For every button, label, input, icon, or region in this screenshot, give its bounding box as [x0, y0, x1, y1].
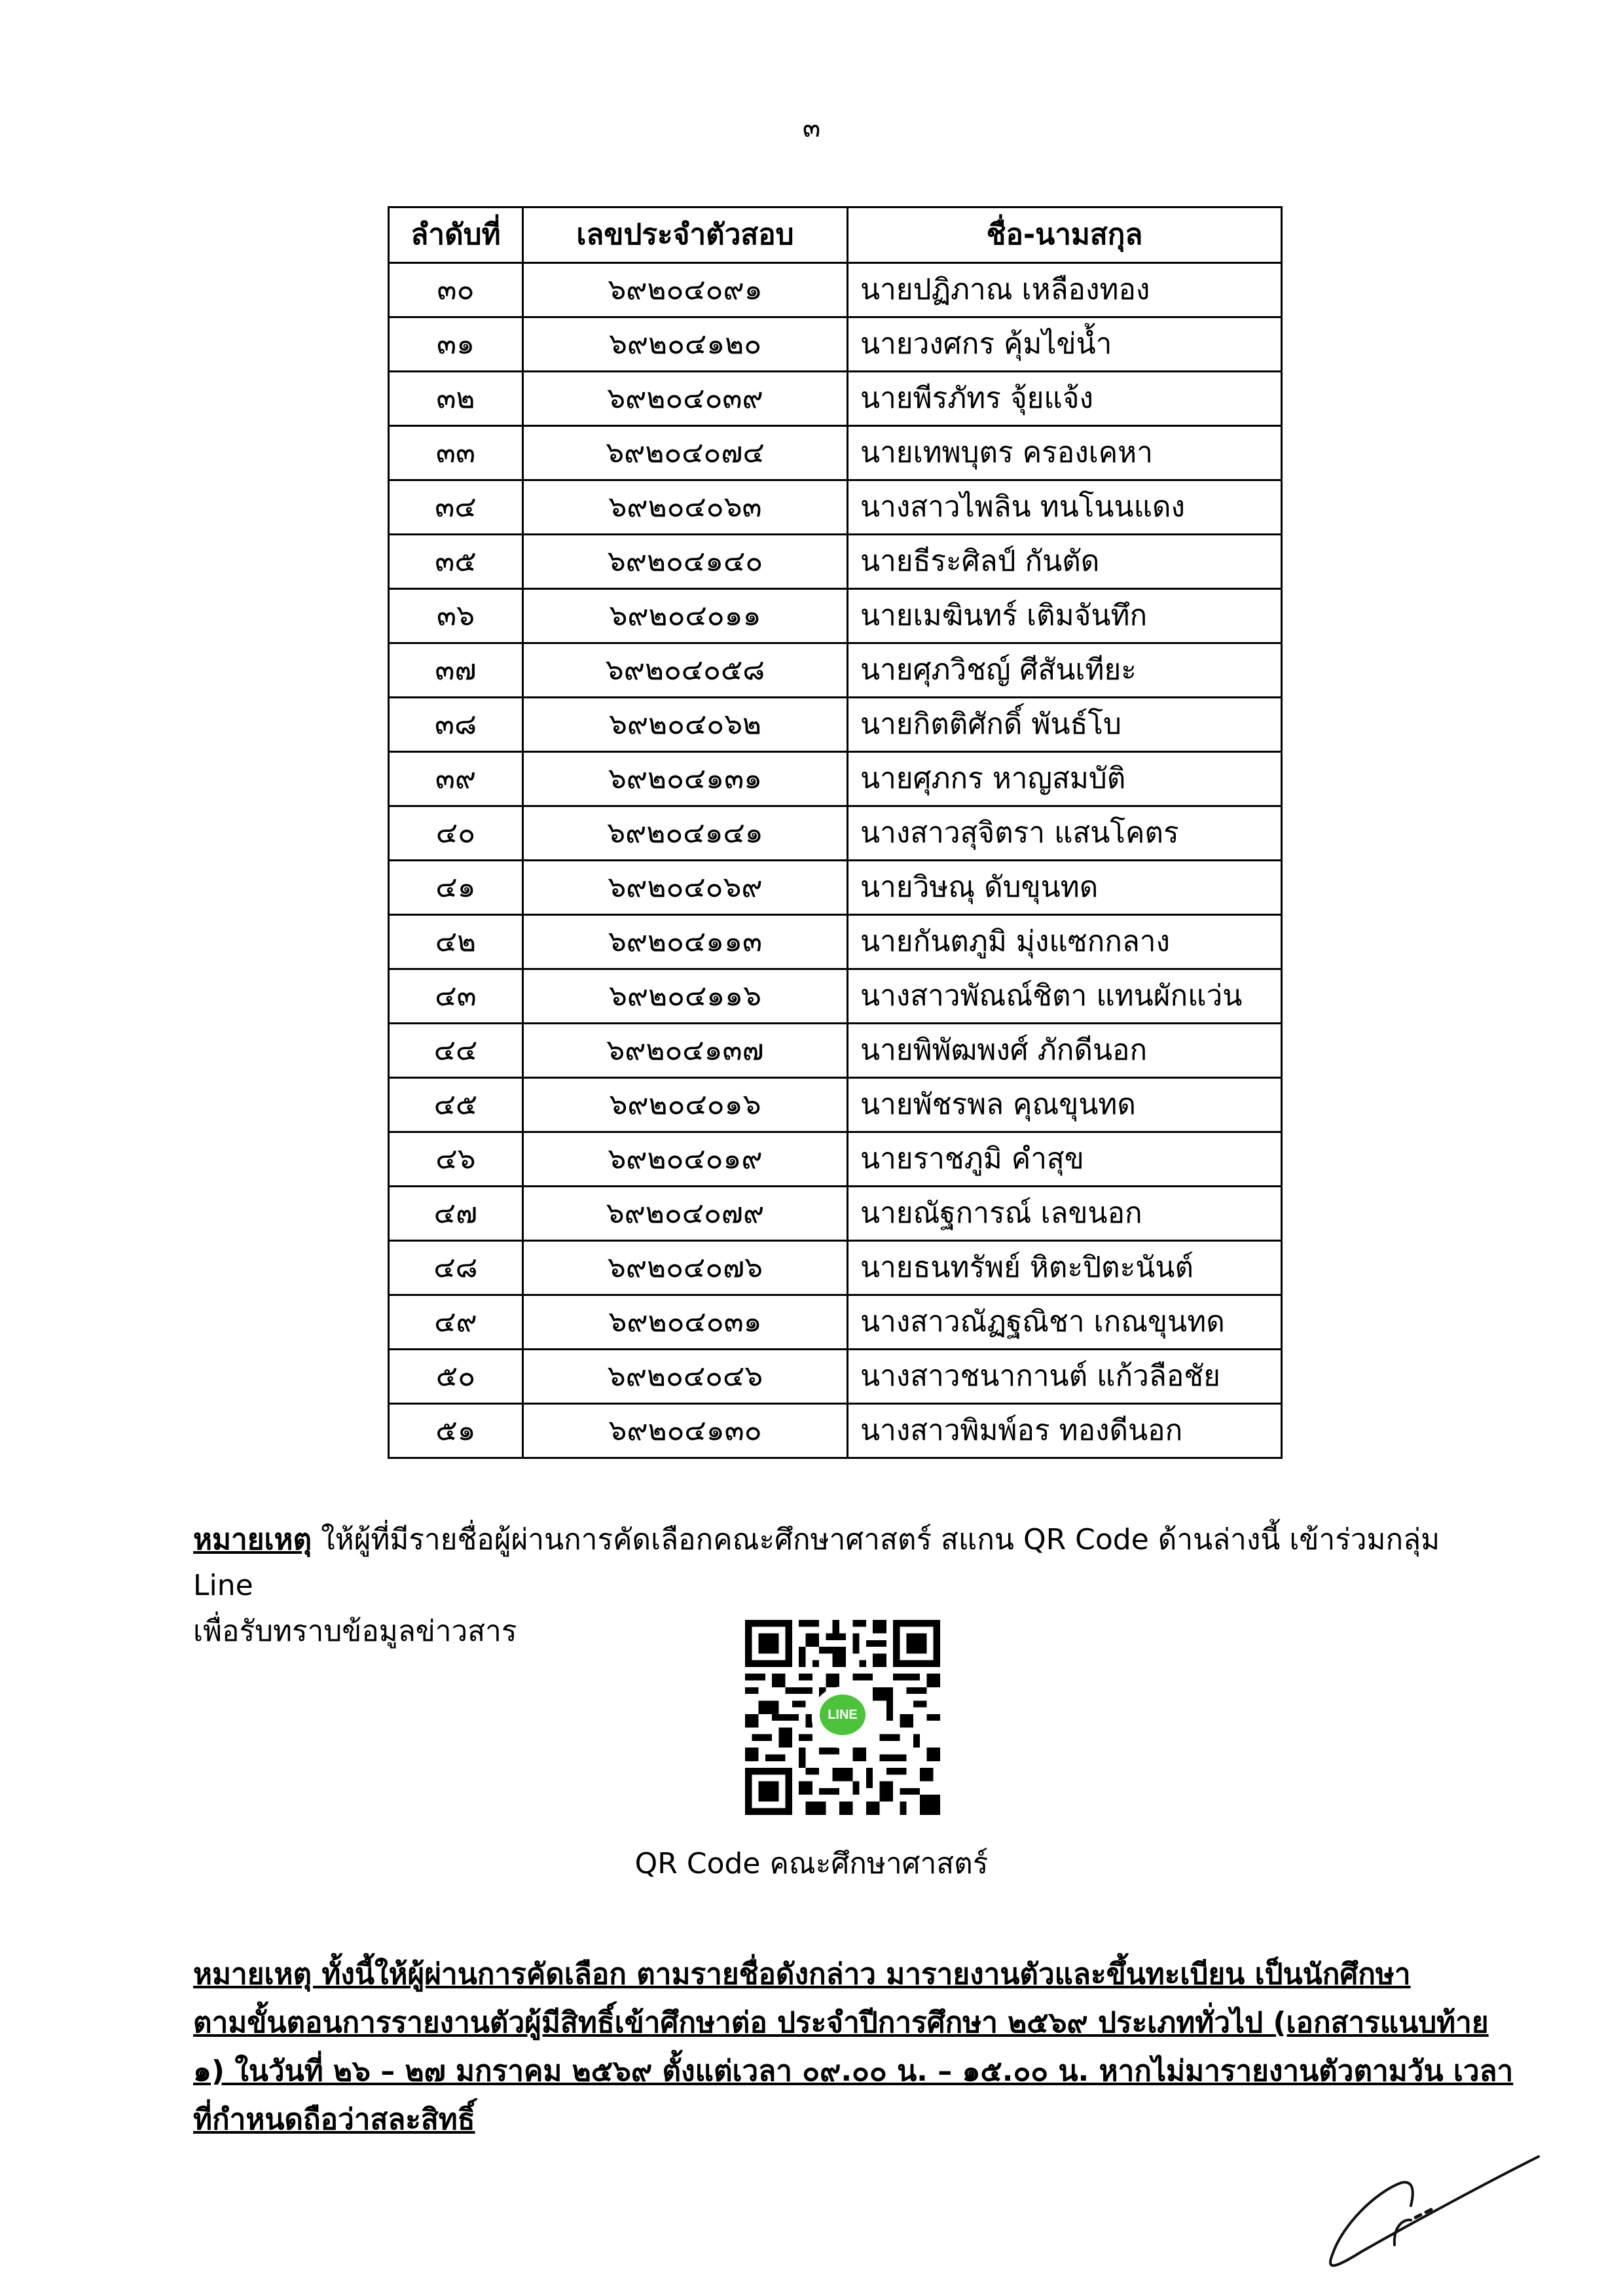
header-full-name: ชื่อ-นามสกุล	[848, 207, 1282, 263]
exam-id-cell: ๖๙๒๐๔๐๓๙	[523, 372, 848, 426]
line-logo-icon: LINE	[820, 1695, 866, 1735]
sequence-cell: ๔๗	[389, 1187, 523, 1241]
table-row	[389, 915, 1282, 969]
exam-id-cell: ๖๙๒๐๔๐๔๖	[523, 1350, 848, 1404]
registration-note-line-4: ที่กำหนดถือว่าสละสิทธิ์	[193, 2103, 475, 2136]
exam-id-cell: ๖๙๒๐๔๑๔๐	[523, 535, 848, 589]
full-name-cell: นางสาวชนากานต์ แก้วลือชัย	[848, 1350, 1282, 1404]
full-name-cell: นายวงศกร คุ้มไข่น้ำ	[848, 317, 1282, 372]
exam-id-cell: ๖๙๒๐๔๐๗๔	[523, 426, 848, 480]
exam-id-cell: ๖๙๒๐๔๐๙๑	[523, 263, 848, 317]
note-line-1	[193, 1517, 1476, 1609]
table-row	[389, 1078, 1282, 1132]
table-row	[389, 1350, 1282, 1404]
full-name-cell: นายธนทรัพย์ หิตะปิตะนันต์	[848, 1241, 1282, 1295]
exam-id-cell: ๖๙๒๐๔๐๖๓	[523, 480, 848, 535]
note-line-2: เพื่อรับทราบข้อมูลข่าวสาร	[193, 1615, 517, 1648]
full-name-cell: นายณัฐการณ์ เลขนอก	[848, 1187, 1282, 1241]
table-row	[389, 317, 1282, 372]
full-name-cell: นายธีระศิลป์ กันตัด	[848, 535, 1282, 589]
sequence-cell: ๔๕	[389, 1078, 523, 1132]
sequence-cell: ๔๖	[389, 1132, 523, 1187]
full-name-cell: นายเมฆินทร์ เติมจันทึก	[848, 589, 1282, 643]
table-row	[389, 1132, 1282, 1187]
table-row	[389, 752, 1282, 806]
full-name-cell: นายปฏิภาณ เหลืองทอง	[848, 263, 1282, 317]
note-text-1: ให้ผู้ที่มีรายชื่อผู้ผ่านการคัดเลือกคณะศึกษาศาสตร์ สแกน QR Code ด้านล่างนี้ เข้าร่วมกลุ่ม Line	[193, 1523, 1440, 1602]
sequence-cell: ๔๔	[389, 1024, 523, 1078]
sequence-cell: ๕๐	[389, 1350, 523, 1404]
exam-id-cell: ๖๙๒๐๔๑๓๐	[523, 1404, 848, 1458]
sequence-cell: ๓๖	[389, 589, 523, 643]
sequence-cell: ๔๐	[389, 806, 523, 861]
table-row	[389, 480, 1282, 535]
table-row	[389, 535, 1282, 589]
full-name-cell: นายพัชรพล คุณขุนทด	[848, 1078, 1282, 1132]
sequence-cell: ๔๙	[389, 1295, 523, 1350]
sequence-cell: ๓๗	[389, 643, 523, 698]
table-header-row	[389, 207, 1282, 263]
full-name-cell: นายราชภูมิ คำสุข	[848, 1132, 1282, 1187]
exam-id-cell: ๖๙๒๐๔๐๕๘	[523, 643, 848, 698]
full-name-cell: นายพีรภัทร จุ้ยแจ้ง	[848, 372, 1282, 426]
table-row	[389, 1187, 1282, 1241]
full-name-cell: นายวิษณุ ดับขุนทด	[848, 861, 1282, 915]
full-name-cell: นางสาวณัฏฐณิชา เกณขุนทด	[848, 1295, 1282, 1350]
table-row	[389, 1404, 1282, 1458]
exam-id-cell: ๖๙๒๐๔๐๓๑	[523, 1295, 848, 1350]
exam-id-cell: ๖๙๒๐๔๑๓๑	[523, 752, 848, 806]
registration-note-line-2: ตามขั้นตอนการรายงานตัวผู้มีสิทธิ์เข้าศึกษาต่อ ประจำปีการศึกษา ๒๕๖๙ ประเภททั่วไป (เอกสารแนบท้าย	[193, 2006, 1489, 2039]
sequence-cell: ๓๕	[389, 535, 523, 589]
table-row	[389, 263, 1282, 317]
table-row	[389, 969, 1282, 1024]
results-table	[388, 206, 1283, 1459]
line-qr-code	[745, 1620, 940, 1815]
sequence-cell: ๓๓	[389, 426, 523, 480]
page-number: ๓	[802, 113, 821, 143]
registration-note	[193, 1950, 1514, 2144]
registration-note-line-1: หมายเหตุ ทั้งนี้ให้ผู้ผ่านการคัดเลือก ตามรายชื่อดังกล่าว มารายงานตัวและขึ้นทะเบียน เป็นนักศึกษา	[193, 1958, 1411, 1991]
note-label: หมายเหตุ	[193, 1523, 312, 1556]
full-name-cell: นายศุภวิชญ์ ศีสันเทียะ	[848, 643, 1282, 698]
sequence-cell: ๔๘	[389, 1241, 523, 1295]
header-sequence: ลำดับที่	[389, 207, 523, 263]
exam-id-cell: ๖๙๒๐๔๑๑๓	[523, 915, 848, 969]
full-name-cell: นางสาวสุจิตรา แสนโคตร	[848, 806, 1282, 861]
exam-id-cell: ๖๙๒๐๔๑๒๐	[523, 317, 848, 372]
table-row	[389, 1024, 1282, 1078]
full-name-cell: นายกันตภูมิ มุ่งแซกกลาง	[848, 915, 1282, 969]
exam-id-cell: ๖๙๒๐๔๐๗๖	[523, 1241, 848, 1295]
table-row	[389, 372, 1282, 426]
exam-id-cell: ๖๙๒๐๔๑๑๖	[523, 969, 848, 1024]
full-name-cell: นายศุภกร หาญสมบัติ	[848, 752, 1282, 806]
table-row	[389, 861, 1282, 915]
sequence-cell: ๓๔	[389, 480, 523, 535]
full-name-cell: นางสาวไพลิน ทนโนนแดง	[848, 480, 1282, 535]
sequence-cell: ๕๑	[389, 1404, 523, 1458]
registration-note-line-3: ๑) ในวันที่ ๒๖ – ๒๗ มกราคม ๒๕๖๙ ตั้งแต่เวลา ๐๙.๐๐ น. – ๑๕.๐๐ น. หากไม่มารายงานตัวตามวัน เวลา	[193, 2054, 1514, 2088]
header-exam-id: เลขประจำตัวสอบ	[523, 207, 848, 263]
table-row	[389, 643, 1282, 698]
full-name-cell: นางสาวพิมพ์อร ทองดีนอก	[848, 1404, 1282, 1458]
sequence-cell: ๓๙	[389, 752, 523, 806]
sequence-cell: ๔๓	[389, 969, 523, 1024]
full-name-cell: นายกิตติศักดิ์ พันธ์โบ	[848, 698, 1282, 752]
signature-icon	[1322, 2147, 1545, 2278]
sequence-cell: ๔๑	[389, 861, 523, 915]
sequence-cell: ๓๘	[389, 698, 523, 752]
exam-id-cell: ๖๙๒๐๔๐๗๙	[523, 1187, 848, 1241]
table-body	[389, 263, 1282, 1458]
sequence-cell: ๓๐	[389, 263, 523, 317]
exam-id-cell: ๖๙๒๐๔๐๑๙	[523, 1132, 848, 1187]
exam-id-cell: ๖๙๒๐๔๐๑๑	[523, 589, 848, 643]
table-row	[389, 698, 1282, 752]
exam-id-cell: ๖๙๒๐๔๑๔๑	[523, 806, 848, 861]
table-row	[389, 1241, 1282, 1295]
qr-caption: QR Code คณะศึกษาศาสตร์	[634, 1847, 989, 1880]
table-row	[389, 806, 1282, 861]
table-row	[389, 1295, 1282, 1350]
full-name-cell: นายพิพัฒพงศ์ ภักดีนอก	[848, 1024, 1282, 1078]
full-name-cell: นายเทพบุตร ครองเคหา	[848, 426, 1282, 480]
exam-id-cell: ๖๙๒๐๔๑๓๗	[523, 1024, 848, 1078]
full-name-cell: นางสาวพัณณ์ชิตา แทนผักแว่น	[848, 969, 1282, 1024]
exam-id-cell: ๖๙๒๐๔๐๖๙	[523, 861, 848, 915]
sequence-cell: ๓๑	[389, 317, 523, 372]
table-row	[389, 426, 1282, 480]
exam-id-cell: ๖๙๒๐๔๐๖๒	[523, 698, 848, 752]
sequence-cell: ๓๒	[389, 372, 523, 426]
exam-id-cell: ๖๙๒๐๔๐๑๖	[523, 1078, 848, 1132]
sequence-cell: ๔๒	[389, 915, 523, 969]
table-row	[389, 589, 1282, 643]
